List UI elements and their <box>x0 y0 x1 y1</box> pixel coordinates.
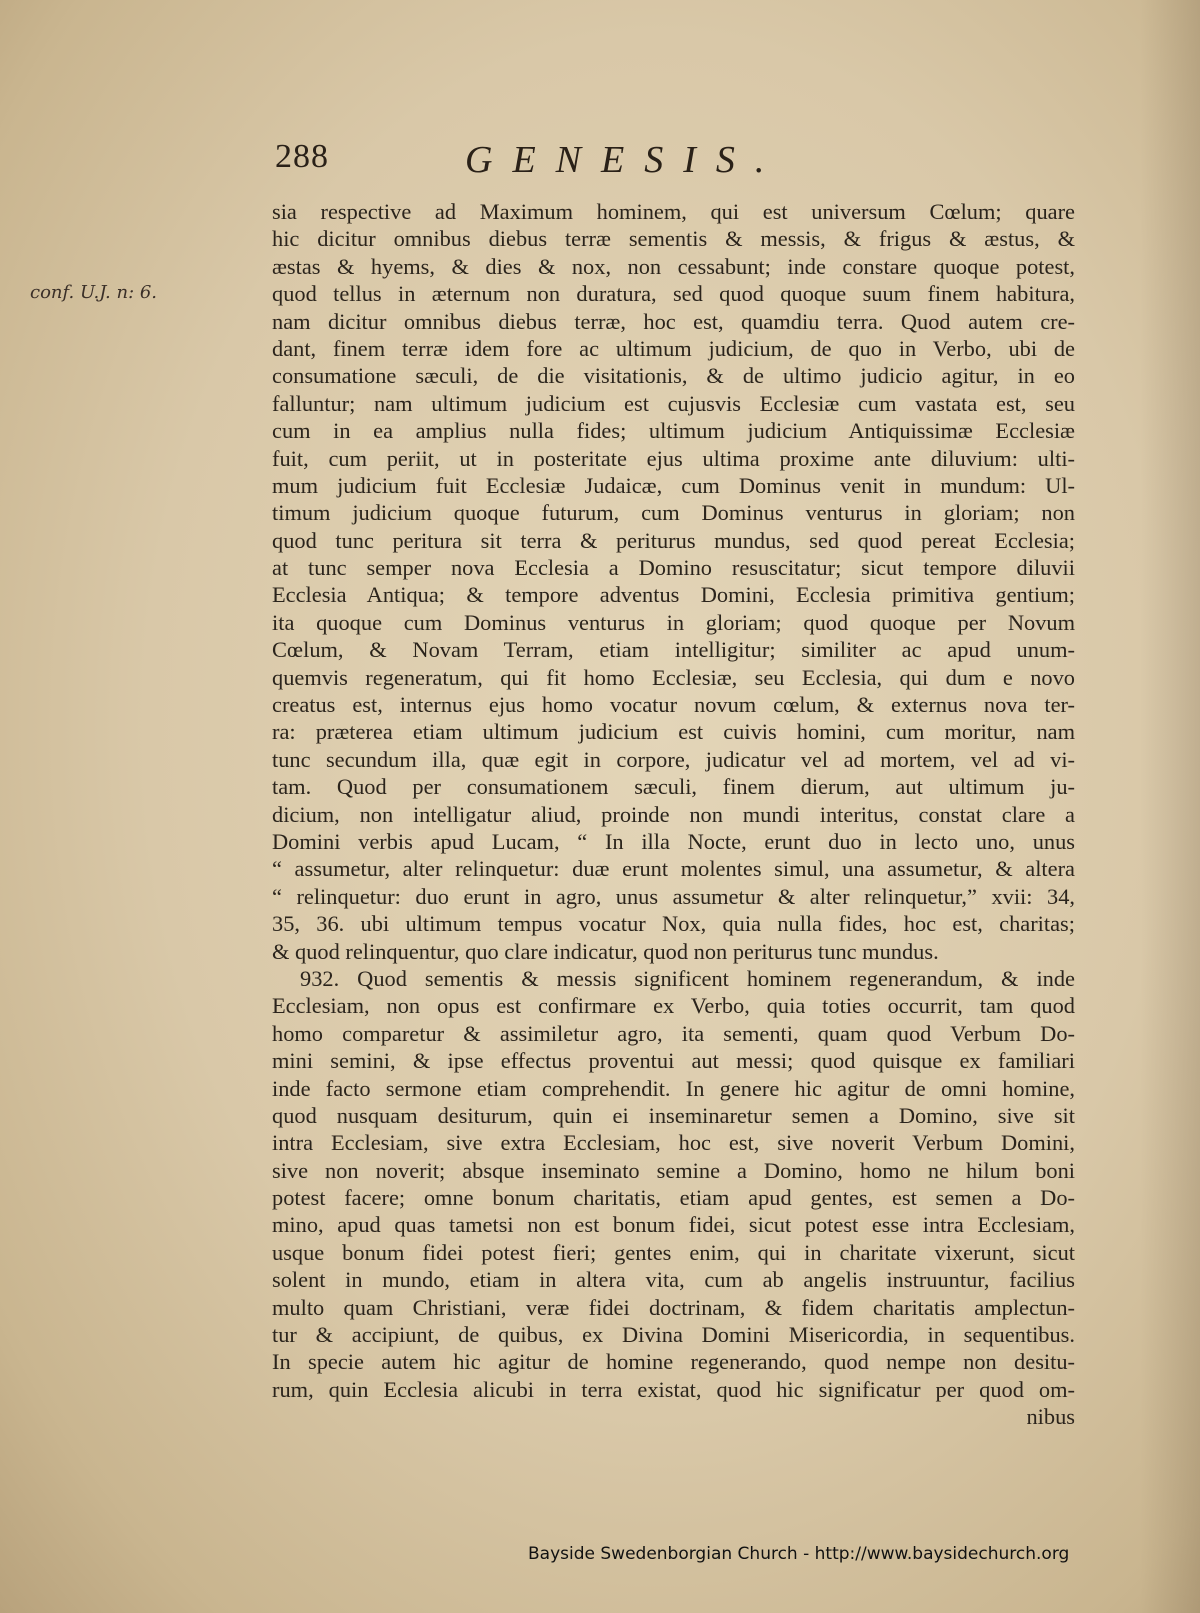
page-edge-shadow <box>1140 0 1200 1613</box>
text-line: tur & accipiunt, de quibus, ex Divina Domini Misericordia, in sequentibus. <box>272 1322 1075 1348</box>
body-text <box>272 198 1075 1431</box>
text-line: rum, quin Ecclesia alicubi in terra existat, quod hic significatur per quod om- <box>272 1376 1075 1402</box>
text-line: & quod relinquentur, quo clare indicatur, quod non periturus tunc mundus. <box>272 938 939 964</box>
text-line: “ assumetur, alter relinquetur: duæ erunt molentes simul, una assumetur, & altera <box>272 856 1075 882</box>
text-line: potest facere; omne bonum charitatis, etiam apud gentes, est semen a Do- <box>272 1185 1075 1211</box>
text-line: In specie autem hic agitur de homine regenerando, quod nempe non desitu- <box>272 1349 1075 1375</box>
text-line: mini semini, & ipse effectus proventui aut messi; quod quisque ex familiari <box>272 1048 1075 1074</box>
text-line: sia respective ad Maximum hominem, qui est universum Cœlum; quare <box>272 199 1075 224</box>
text-line: quemvis regeneratum, qui fit homo Ecclesiæ, seu Ecclesia, qui dum e novo <box>272 664 1075 690</box>
footer-credit: Bayside Swedenborgian Church - http://www.baysidechurch.org <box>528 1544 1070 1564</box>
text-line: solent in mundo, etiam in altera vita, cum ab angelis instruuntur, facilius <box>272 1267 1075 1293</box>
text-line: usque bonum fidei potest fieri; gentes enim, qui in charitate vixerunt, sicut <box>272 1239 1075 1265</box>
text-line: 35, 36. ubi ultimum tempus vocatur Nox, quia nulla fides, hoc est, charitas; <box>272 911 1075 937</box>
text-line: 932. Quod sementis & messis significent hominem regenerandum, & inde <box>300 965 1075 991</box>
text-line: Domini verbis apud Lucam, “ In illa Nocte, erunt duo in lecto uno, unus <box>272 828 1075 854</box>
page-number: 288 <box>275 138 329 175</box>
text-line: at tunc semper nova Ecclesia a Domino resuscitatur; sicut tempore diluvii <box>272 555 1075 581</box>
running-title: GENESIS. <box>465 139 785 181</box>
text-line: cum in ea amplius nulla fides; ultimum judicium Antiquissimæ Ecclesiæ <box>272 418 1075 444</box>
handwritten-margin-note: conf. U.J. n: 6. <box>30 282 158 303</box>
text-line: consumatione sæculi, de die visitationis, & de ultimo judicio agitur, in eo <box>272 363 1075 389</box>
text-line: ra: præterea etiam ultimum judicium est cuivis homini, cum moritur, nam <box>272 719 1075 745</box>
text-line: falluntur; nam ultimum judicium est cujusvis Ecclesiæ cum vastata est, seu <box>272 390 1075 416</box>
text-line: sive non noverit; absque inseminato semine a Domino, homo ne hilum boni <box>272 1157 1075 1183</box>
page-header <box>275 138 875 188</box>
text-line: inde facto sermone etiam comprehendit. In genere hic agitur de omni homine, <box>272 1075 1075 1101</box>
text-line: intra Ecclesiam, sive extra Ecclesiam, hoc est, sive noverit Verbum Domini, <box>272 1130 1075 1156</box>
text-line: mino, apud quas tametsi non est bonum fidei, sicut potest esse intra Ecclesiam, <box>272 1212 1075 1238</box>
text-line: tam. Quod per consumationem sæculi, finem dierum, aut ultimum ju- <box>272 774 1075 800</box>
text-line: creatus est, internus ejus homo vocatur novum cœlum, & externus nova ter- <box>272 692 1075 718</box>
text-line: tunc secundum illa, quæ egit in corpore, judicatur vel ad mortem, vel ad vi- <box>272 746 1075 772</box>
text-line: timum judicium quoque futurum, cum Dominus venturus in gloriam; non <box>272 500 1075 526</box>
text-line: homo comparetur & assimiletur agro, ita sementi, quam quod Verbum Do- <box>272 1020 1075 1046</box>
text-line: Ecclesiam, non opus est confirmare ex Verbo, quia toties occurrit, tam quod <box>272 993 1075 1019</box>
text-line: fuit, cum periit, ut in posteritate ejus ultima proxime ante diluvium: ulti- <box>272 445 1075 471</box>
text-line: Ecclesia Antiqua; & tempore adventus Domini, Ecclesia primitiva gentium; <box>272 582 1075 608</box>
text-line: dant, finem terræ idem fore ac ultimum judicium, de quo in Verbo, ubi de <box>272 335 1075 361</box>
text-line: quod tunc peritura sit terra & periturus mundus, sed quod pereat Ecclesia; <box>272 527 1075 553</box>
text-line: hic dicitur omnibus diebus terræ sementis & messis, & frigus & æstus, & <box>272 226 1075 252</box>
text-line: multo quam Christiani, veræ fidei doctrinam, & fidem charitatis amplectun- <box>272 1294 1075 1320</box>
text-line: æstas & hyems, & dies & nox, non cessabunt; inde constare quoque potest, <box>272 253 1075 279</box>
text-line: quod nusquam desiturum, quin ei inseminaretur semen a Domino, sive sit <box>272 1102 1075 1128</box>
text-line: Cœlum, & Novam Terram, etiam intelligitur; similiter ac apud unum- <box>272 637 1075 663</box>
text-line: ita quoque cum Dominus venturus in gloriam; quod quoque per Novum <box>272 609 1075 635</box>
catchword: nibus <box>1026 1404 1075 1430</box>
text-line: nam dicitur omnibus diebus terræ, hoc est, quamdiu terra. Quod autem cre- <box>272 308 1075 334</box>
text-line: dicium, non intelligatur aliud, proinde non mundi interitus, constat clare a <box>272 801 1075 827</box>
text-line: mum judicium fuit Ecclesiæ Judaicæ, cum Dominus venit in mundum: Ul- <box>272 472 1075 498</box>
text-line: quod tellus in æternum non duratura, sed quod quoque suum finem habitura, <box>272 281 1075 307</box>
text-line: “ relinquetur: duo erunt in agro, unus assumetur & alter relinquetur,” xvii: 34, <box>272 883 1075 909</box>
